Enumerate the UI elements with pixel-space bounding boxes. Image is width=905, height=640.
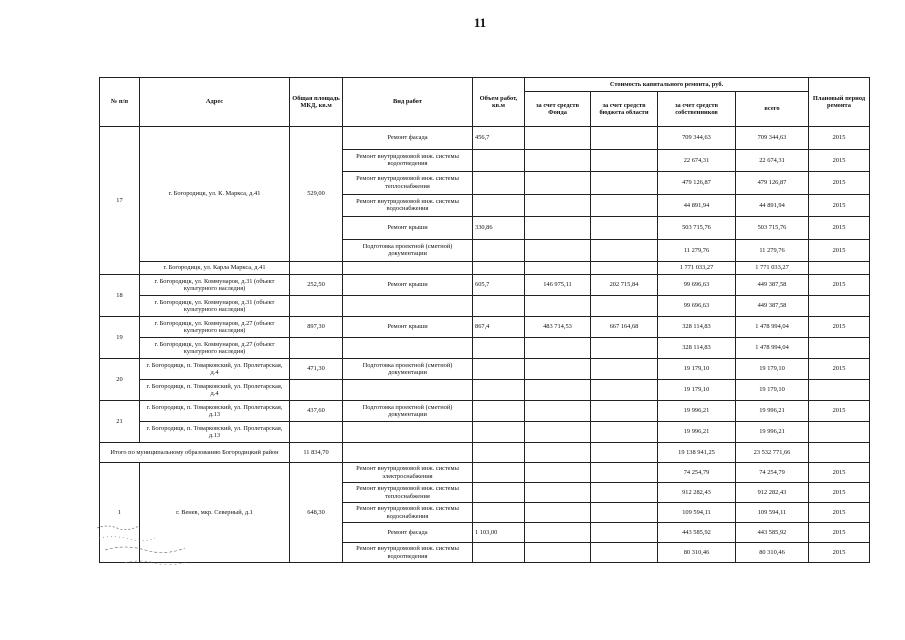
total-amount: 109 594,11: [736, 503, 809, 523]
owners-amount: 443 585,92: [658, 523, 736, 543]
header-fund: за счет средств Фонда: [525, 92, 591, 127]
budget-amount: [591, 503, 658, 523]
header-address: Адрес: [140, 78, 290, 127]
building-address: г. Богородицк, п. Товарковский, ул. Пролетарская, д.13: [140, 401, 290, 422]
total-amount: 80 310,46: [736, 543, 809, 563]
empty-cell: [591, 422, 658, 443]
fund-amount: [525, 503, 591, 523]
subtotal-label: г. Богородицк, ул. Карла Маркса, д.41: [140, 262, 290, 275]
fund-amount: [525, 483, 591, 503]
budget-amount: 667 164,68: [591, 317, 658, 338]
handwritten-marks: [95, 508, 225, 583]
budget-amount: [591, 523, 658, 543]
repair-period: 2015: [809, 317, 870, 338]
subtotal-row: [100, 262, 870, 275]
work-volume: [473, 401, 525, 422]
budget-amount: [591, 543, 658, 563]
subtotal-total: 1 478 994,04: [736, 338, 809, 359]
empty-cell: [473, 262, 525, 275]
subtotal-total: 19 996,21: [736, 422, 809, 443]
work-type: Ремонт фасада: [343, 127, 473, 150]
work-type: Ремонт фасада: [343, 523, 473, 543]
work-type: Ремонт внутридомовой инж. системы электроснабжения: [343, 463, 473, 483]
fund-amount: [525, 172, 591, 195]
budget-amount: [591, 217, 658, 240]
building-address: г. Венев, мкр. Северный, д.1: [140, 463, 290, 563]
owners-amount: 80 310,46: [658, 543, 736, 563]
total-amount: 44 891,94: [736, 194, 809, 217]
empty-cell: [809, 296, 870, 317]
total-amount: 709 344,63: [736, 127, 809, 150]
subtotal-total: 1 771 033,27: [736, 262, 809, 275]
fund-amount: [525, 149, 591, 172]
repair-period: 2015: [809, 194, 870, 217]
owners-amount: 503 715,76: [658, 217, 736, 240]
empty-cell: [473, 422, 525, 443]
subtotal-owners: 1 771 033,27: [658, 262, 736, 275]
work-type: Ремонт крыши: [343, 317, 473, 338]
empty-cell: [591, 262, 658, 275]
owners-amount: 912 282,43: [658, 483, 736, 503]
owners-amount: 19 996,21: [658, 401, 736, 422]
subtotal-label: г. Богородицк, п. Товарковский, ул. Пролетарская, д.13: [140, 422, 290, 443]
row-number: 1: [100, 463, 140, 563]
total-amount: 19 179,10: [736, 359, 809, 380]
work-volume: [473, 543, 525, 563]
empty-cell: [525, 338, 591, 359]
owners-amount: 328 114,83: [658, 317, 736, 338]
subtotal-owners: 99 696,63: [658, 296, 736, 317]
empty-cell: [473, 380, 525, 401]
repair-period: 2015: [809, 149, 870, 172]
fund-amount: [525, 523, 591, 543]
work-volume: [473, 463, 525, 483]
repair-period: 2015: [809, 239, 870, 262]
fund-amount: [525, 217, 591, 240]
budget-amount: 202 715,84: [591, 275, 658, 296]
header-cost-group: Стоимость капитального ремонта, руб.: [525, 78, 809, 92]
empty-cell: [809, 262, 870, 275]
empty-cell: [525, 262, 591, 275]
table-row: [100, 463, 870, 483]
building-area: 437,60: [290, 401, 343, 422]
work-volume: 605,7: [473, 275, 525, 296]
fund-amount: [525, 463, 591, 483]
row-number: 21: [100, 401, 140, 443]
header-work-type: Вид работ: [343, 78, 473, 127]
empty-cell: [591, 296, 658, 317]
header-total: всего: [736, 92, 809, 127]
empty-cell: [290, 380, 343, 401]
table-row: [100, 127, 870, 150]
empty-cell: [525, 443, 591, 463]
table-row: [100, 275, 870, 296]
subtotal-row: [100, 422, 870, 443]
empty-cell: [809, 422, 870, 443]
work-type: Ремонт крыши: [343, 275, 473, 296]
empty-cell: [591, 380, 658, 401]
subtotal-label: г. Богородицк, ул. Коммунаров, д.27 (объект культурного наследия): [140, 338, 290, 359]
work-type: Ремонт внутридомовой инж. системы водоснабжения: [343, 194, 473, 217]
owners-amount: 709 344,63: [658, 127, 736, 150]
work-volume: 1 103,00: [473, 523, 525, 543]
header-period: Плановый период ремонта: [809, 78, 870, 127]
empty-cell: [290, 296, 343, 317]
work-type: Ремонт внутридомовой инж. системы водоснабжения: [343, 503, 473, 523]
budget-amount: [591, 194, 658, 217]
empty-cell: [809, 443, 870, 463]
total-amount: 449 387,58: [736, 275, 809, 296]
work-volume: [473, 172, 525, 195]
work-volume: [473, 359, 525, 380]
empty-cell: [343, 422, 473, 443]
fund-amount: [525, 127, 591, 150]
owners-amount: 19 179,10: [658, 359, 736, 380]
work-volume: 330,86: [473, 217, 525, 240]
fund-amount: [525, 401, 591, 422]
building-area: 897,30: [290, 317, 343, 338]
budget-amount: [591, 463, 658, 483]
fund-amount: [525, 543, 591, 563]
empty-cell: [525, 380, 591, 401]
building-address: г. Богородицк, ул. Коммунаров, д.27 (объект культурного наследия): [140, 317, 290, 338]
building-area: 252,50: [290, 275, 343, 296]
header-region-budget: за счет средств бюджета области: [591, 92, 658, 127]
empty-cell: [809, 338, 870, 359]
owners-amount: 44 891,94: [658, 194, 736, 217]
work-type: Ремонт внутридомовой инж. системы теплоснабжения: [343, 483, 473, 503]
repair-period: 2015: [809, 503, 870, 523]
total-amount: 479 126,87: [736, 172, 809, 195]
owners-amount: 74 254,79: [658, 463, 736, 483]
total-amount: 443 585,92: [736, 523, 809, 543]
subtotal-owners: 328 114,83: [658, 338, 736, 359]
work-type: Ремонт внутридомовой инж. системы водоотведения: [343, 149, 473, 172]
owners-amount: 99 696,63: [658, 275, 736, 296]
table-row: [100, 401, 870, 422]
fund-amount: [525, 359, 591, 380]
header-num: № п/п: [100, 78, 140, 127]
work-volume: [473, 194, 525, 217]
repair-period: 2015: [809, 483, 870, 503]
empty-cell: [343, 338, 473, 359]
subtotal-label: г. Богородицк, п. Товарковский, ул. Пролетарская, д.4: [140, 380, 290, 401]
owners-amount: 22 674,31: [658, 149, 736, 172]
budget-amount: [591, 149, 658, 172]
budget-amount: [591, 359, 658, 380]
total-amount: 503 715,76: [736, 217, 809, 240]
empty-cell: [473, 443, 525, 463]
budget-amount: [591, 239, 658, 262]
fund-amount: 146 975,11: [525, 275, 591, 296]
work-volume: [473, 483, 525, 503]
subtotal-owners: 19 996,21: [658, 422, 736, 443]
empty-cell: [290, 422, 343, 443]
repair-period: 2015: [809, 359, 870, 380]
subtotal-label: г. Богородицк, ул. Коммунаров, д.31 (объект культурного наследия): [140, 296, 290, 317]
empty-cell: [591, 443, 658, 463]
row-number: 17: [100, 127, 140, 275]
building-area: 529,00: [290, 127, 343, 262]
total-amount: 912 282,43: [736, 483, 809, 503]
municipal-total-area: 11 834,70: [290, 443, 343, 463]
work-volume: [473, 503, 525, 523]
empty-cell: [591, 338, 658, 359]
owners-amount: 109 594,11: [658, 503, 736, 523]
municipal-total-row: [100, 443, 870, 463]
building-address: г. Богородицк, п. Товарковский, ул. Пролетарская, д.4: [140, 359, 290, 380]
work-type: Подготовка проектной (сметной) документации: [343, 239, 473, 262]
repair-period: 2015: [809, 127, 870, 150]
work-volume: 867,4: [473, 317, 525, 338]
row-number: 18: [100, 275, 140, 317]
subtotal-row: [100, 380, 870, 401]
total-amount: 1 478 994,04: [736, 317, 809, 338]
empty-cell: [290, 338, 343, 359]
subtotal-total: 19 179,10: [736, 380, 809, 401]
header-volume: Объем работ, кв.м: [473, 78, 525, 127]
header-owners: за счет средств собственников: [658, 92, 736, 127]
repair-period: 2015: [809, 401, 870, 422]
work-volume: [473, 239, 525, 262]
total-amount: 11 279,76: [736, 239, 809, 262]
repair-period: 2015: [809, 275, 870, 296]
fund-amount: 483 714,53: [525, 317, 591, 338]
empty-cell: [343, 380, 473, 401]
empty-cell: [809, 380, 870, 401]
fund-amount: [525, 194, 591, 217]
work-type: Ремонт внутридомовой инж. системы водоотведения: [343, 543, 473, 563]
empty-cell: [343, 443, 473, 463]
empty-cell: [290, 262, 343, 275]
repair-period: 2015: [809, 217, 870, 240]
subtotal-row: [100, 296, 870, 317]
repair-period: 2015: [809, 543, 870, 563]
capital-repair-table: [99, 77, 870, 563]
owners-amount: 479 126,87: [658, 172, 736, 195]
fund-amount: [525, 239, 591, 262]
header-area: Общая площадь МКД, кв.м: [290, 78, 343, 127]
municipal-total-label: Итого по муниципальному образованию Богородицкий район: [100, 443, 290, 463]
work-type: Подготовка проектной (сметной) документации: [343, 401, 473, 422]
empty-cell: [473, 338, 525, 359]
repair-period: 2015: [809, 172, 870, 195]
budget-amount: [591, 401, 658, 422]
budget-amount: [591, 172, 658, 195]
repair-period: 2015: [809, 463, 870, 483]
municipal-total-total: 23 532 771,66: [736, 443, 809, 463]
work-type: Ремонт крыши: [343, 217, 473, 240]
empty-cell: [525, 422, 591, 443]
empty-cell: [343, 262, 473, 275]
empty-cell: [473, 296, 525, 317]
municipal-total-owners: 19 138 941,25: [658, 443, 736, 463]
work-type: Подготовка проектной (сметной) документации: [343, 359, 473, 380]
page-number: 11: [473, 15, 487, 30]
subtotal-owners: 19 179,10: [658, 380, 736, 401]
empty-cell: [525, 296, 591, 317]
row-number: 20: [100, 359, 140, 401]
budget-amount: [591, 483, 658, 503]
table-row: [100, 317, 870, 338]
building-address: г. Богородицк, ул. К. Маркса, д.41: [140, 127, 290, 262]
budget-amount: [591, 127, 658, 150]
building-area: 648,30: [290, 463, 343, 563]
work-volume: 456,7: [473, 127, 525, 150]
total-amount: 22 674,31: [736, 149, 809, 172]
work-volume: [473, 149, 525, 172]
row-number: 19: [100, 317, 140, 359]
total-amount: 19 996,21: [736, 401, 809, 422]
table-row: [100, 359, 870, 380]
subtotal-total: 449 387,58: [736, 296, 809, 317]
work-type: Ремонт внутридомовой инж. системы теплоснабжения: [343, 172, 473, 195]
owners-amount: 11 279,76: [658, 239, 736, 262]
repair-period: 2015: [809, 523, 870, 543]
building-address: г. Богородицк, ул. Коммунаров, д.31 (объект культурного наследия): [140, 275, 290, 296]
building-area: 471,30: [290, 359, 343, 380]
subtotal-row: [100, 338, 870, 359]
total-amount: 74 254,79: [736, 463, 809, 483]
empty-cell: [343, 296, 473, 317]
